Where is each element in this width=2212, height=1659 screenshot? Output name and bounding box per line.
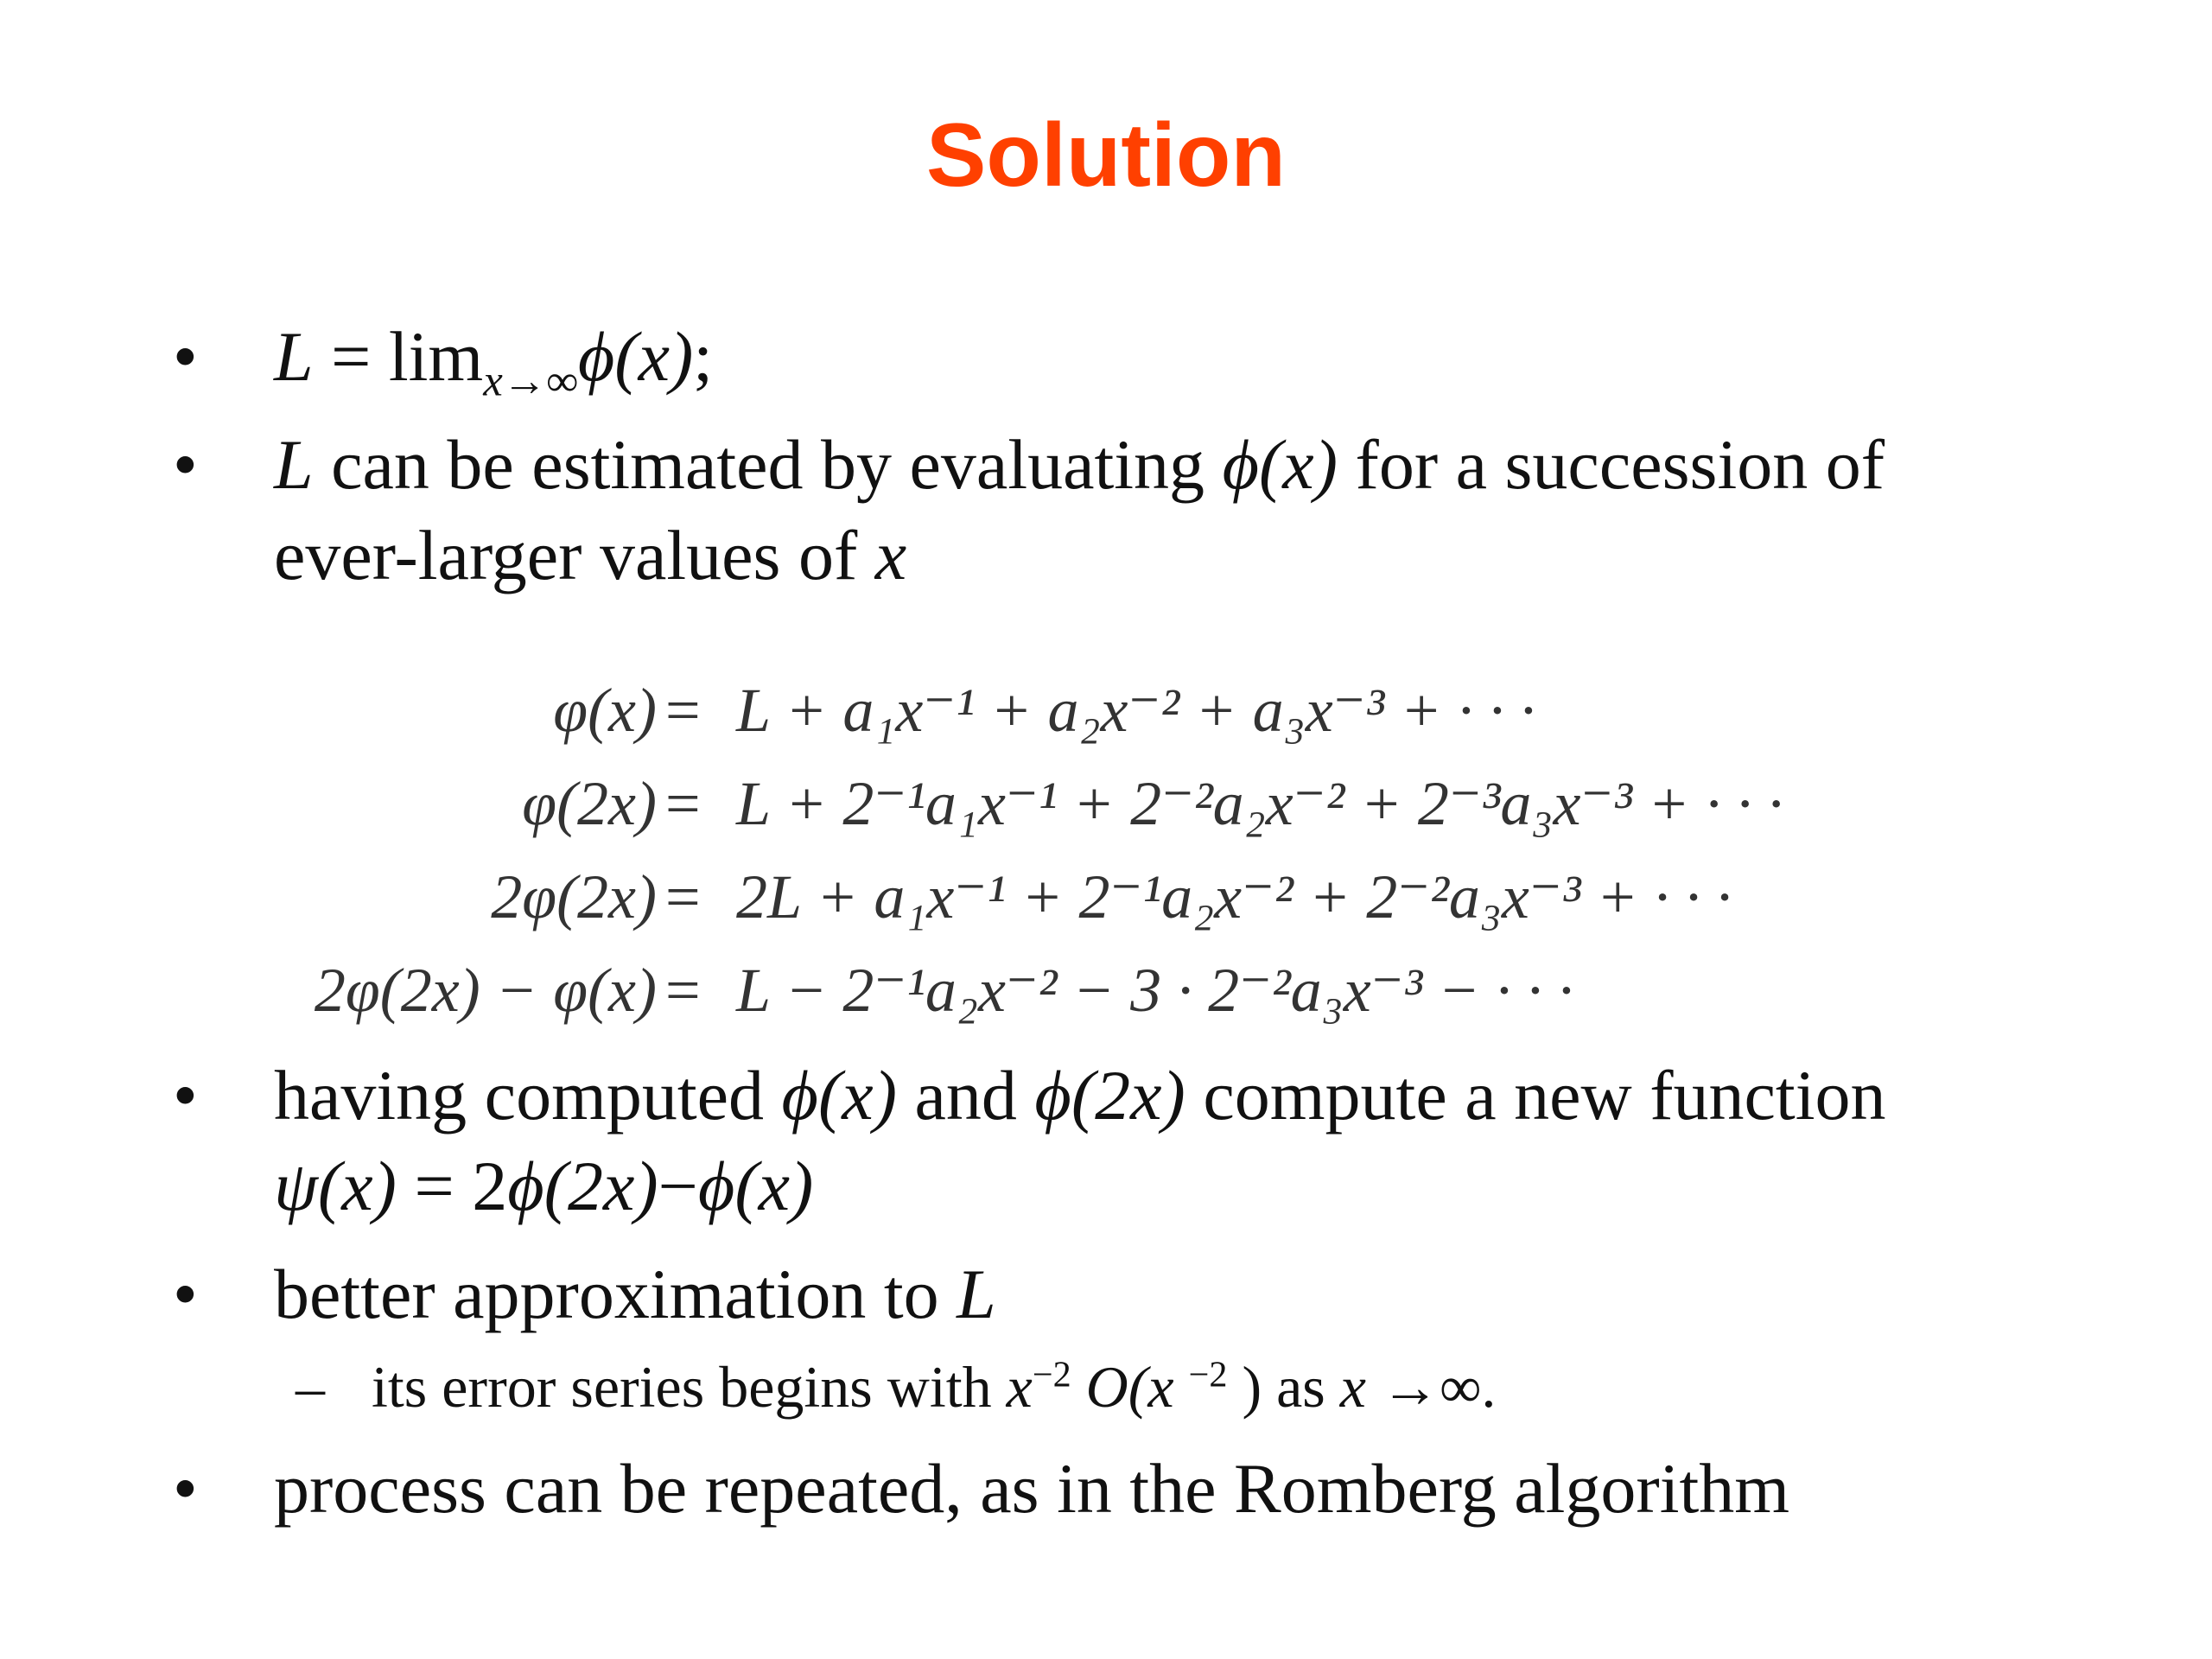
bullet-1-text: [274, 311, 2045, 405]
sub-bullet-text: [372, 1348, 1496, 1426]
bullet-5-text: process can be repeated, as in the Romberg algorithm: [274, 1449, 1790, 1528]
bullet-marker: •: [173, 1255, 198, 1333]
bullet-marker: •: [173, 425, 198, 504]
exponent: −2: [1032, 1354, 1071, 1395]
equation-rhs: L − 2⁻¹a₂x⁻² − 3 · 2⁻²a₃x⁻³ − · · ·: [736, 956, 1573, 1025]
phi-x: ϕ(x): [1222, 425, 1338, 504]
equals-sign: =: [665, 769, 701, 838]
equals-sign: =: [665, 956, 701, 1025]
symbol-x: x: [1339, 1354, 1366, 1420]
psi-x: ψ(x): [274, 1147, 397, 1225]
equation-rhs: L + a₁x⁻¹ + a₂x⁻² + a₃x⁻³ + · · ·: [736, 676, 1535, 745]
bullet-2-segment: ever-larger values of: [274, 516, 875, 594]
phi-x: ϕ(x): [577, 317, 694, 396]
equation-lhs: φ(2x): [522, 769, 657, 838]
bullet-4-segment: better approximation to: [274, 1255, 957, 1333]
sub-bullet-marker: –: [296, 1354, 325, 1420]
sub-bullet-segment: →∞.: [1365, 1354, 1497, 1420]
bullet-4-text: [274, 1249, 2045, 1339]
symbol-L: L: [274, 317, 314, 396]
semicolon: ;: [693, 317, 714, 396]
equation-row-2-lhs-wrap: [0, 759, 657, 849]
equation-rhs: L + 2⁻¹a₁x⁻¹ + 2⁻²a₂x⁻² + 2⁻³a₃x⁻³ + · · ·: [736, 769, 1783, 838]
equals-sign: =: [665, 676, 701, 745]
lim-subscript: x→∞: [483, 356, 578, 405]
phi-2x: ϕ(2x): [1034, 1056, 1185, 1135]
slide-title: Solution: [926, 105, 1286, 206]
bullet-3: [173, 1050, 2031, 1231]
bullet-2: [173, 419, 2031, 601]
sub-bullet-segment: its error series begins with: [372, 1354, 1007, 1420]
lim-text: = lim: [313, 317, 484, 396]
phi-2x: ϕ(2x): [507, 1147, 658, 1225]
bullet-marker: •: [173, 317, 198, 396]
symbol-L: L: [274, 425, 314, 504]
sub-bullet-segment: ) as: [1227, 1354, 1340, 1420]
equation-lhs: φ(x): [553, 676, 657, 745]
bullet-marker: •: [173, 1449, 198, 1528]
exponent: −2: [1188, 1354, 1228, 1395]
bullet-2-segment: for a succession of: [1338, 425, 1885, 504]
symbol-x: x: [874, 516, 907, 594]
equation-row-3-lhs-wrap: [0, 852, 657, 943]
symbol-x: x: [1006, 1354, 1033, 1420]
bullet-2-segment: can be estimated by evaluating: [313, 425, 1223, 504]
minus-sign: −: [658, 1147, 698, 1225]
symbol-L: L: [957, 1255, 996, 1333]
bullet-3-segment: and: [897, 1056, 1035, 1135]
bullet-3-segment: having computed: [274, 1056, 782, 1135]
bullet-marker: •: [173, 1056, 198, 1135]
phi-x: ϕ(x): [781, 1056, 897, 1135]
equation-block: [0, 665, 2212, 1028]
bullet-3-segment: compute a new function: [1185, 1056, 1886, 1135]
equation-row-1-lhs-wrap: [0, 665, 657, 756]
big-o-term: O(x: [1071, 1354, 1189, 1420]
bullet-2-text: [274, 419, 2045, 601]
bullet-3-text: [274, 1050, 2045, 1231]
bullet-3-segment: = 2: [396, 1147, 508, 1225]
equation-lhs: 2φ(2x) − φ(x): [314, 956, 657, 1025]
equation-rhs: 2L + a₁x⁻¹ + 2⁻¹a₂x⁻² + 2⁻²a₃x⁻³ + · · ·: [736, 862, 1732, 931]
equation-row-4-lhs-wrap: [0, 945, 657, 1036]
equals-sign: =: [665, 862, 701, 931]
phi-x: ϕ(x): [697, 1147, 814, 1225]
equation-lhs: 2φ(2x): [491, 862, 657, 931]
